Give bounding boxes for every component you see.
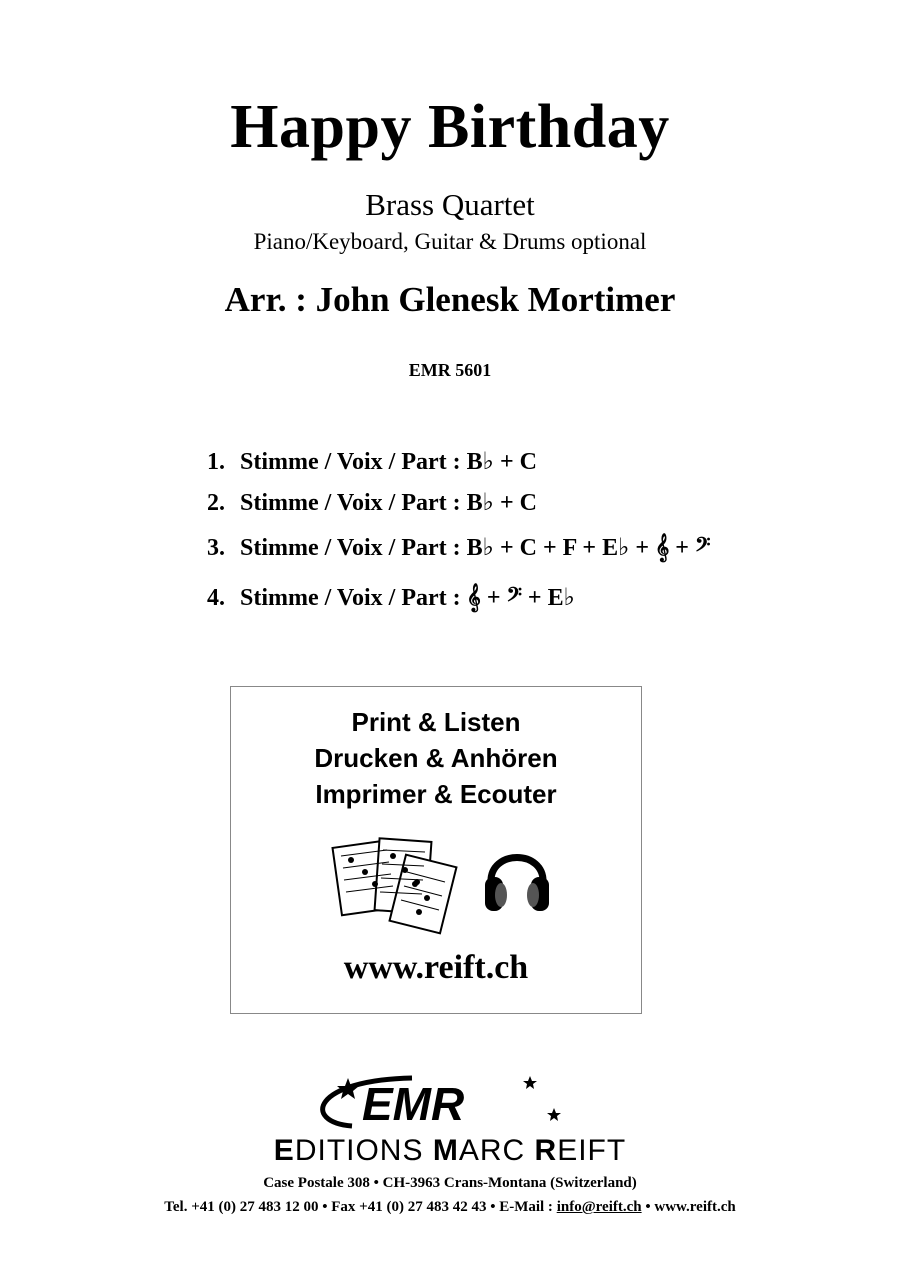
part-number: 2.	[207, 490, 225, 516]
promo-line-fr: Imprimer & Ecouter	[315, 779, 557, 809]
promo-url[interactable]: www.reift.ch	[343, 949, 529, 986]
print-listen-box	[230, 686, 642, 1014]
part-row	[207, 582, 575, 612]
logo-text: EMR	[362, 1078, 465, 1130]
headphones-icon	[481, 835, 553, 919]
catalog-code: EMR 5601	[408, 360, 492, 380]
part-label: Stimme / Voix / Part :	[240, 449, 461, 475]
publisher-contact	[0, 1199, 900, 1216]
arranger: Arr. : John Glenesk Mortimer	[224, 280, 676, 319]
publisher-brand: EDITIONS MARC REIFT	[273, 1134, 627, 1167]
part-label: Stimme / Voix / Part :	[240, 585, 461, 611]
part-number: 4.	[207, 585, 225, 611]
part-instruments: B♭ + C	[466, 449, 537, 475]
emr-logo	[292, 1070, 572, 1138]
part-number: 3.	[207, 535, 225, 561]
page-title: Happy Birthday	[230, 93, 670, 161]
part-label: Stimme / Voix / Part :	[240, 490, 461, 516]
sheet-music-icon	[331, 832, 461, 942]
part-row	[207, 446, 537, 476]
optional-instruments: Piano/Keyboard, Guitar & Drums optional	[253, 229, 647, 254]
email-link[interactable]: info@reift.ch	[556, 1199, 642, 1215]
part-row	[207, 487, 537, 517]
part-label: Stimme / Voix / Part :	[240, 535, 461, 561]
publisher-address: Case Postale 308 • CH-3963 Crans-Montana (Switzerland)	[263, 1175, 637, 1191]
contact-prefix: Tel. +41 (0) 27 483 12 00 • Fax +41 (0) 27 483 42 43 • E-Mail :	[164, 1199, 557, 1215]
contact-suffix: • www.reift.ch	[641, 1199, 736, 1215]
subtitle: Brass Quartet	[365, 187, 535, 222]
promo-line-en: Print & Listen	[351, 707, 521, 737]
promo-line-de: Drucken & Anhören	[314, 743, 558, 773]
part-row	[207, 532, 710, 562]
part-number: 1.	[207, 449, 225, 475]
part-instruments: B♭ + C	[466, 490, 537, 516]
part-instruments: 𝄞 + 𝄢 + E♭	[466, 585, 575, 611]
part-instruments: B♭ + C + F + E♭ + 𝄞 + 𝄢	[466, 535, 711, 561]
